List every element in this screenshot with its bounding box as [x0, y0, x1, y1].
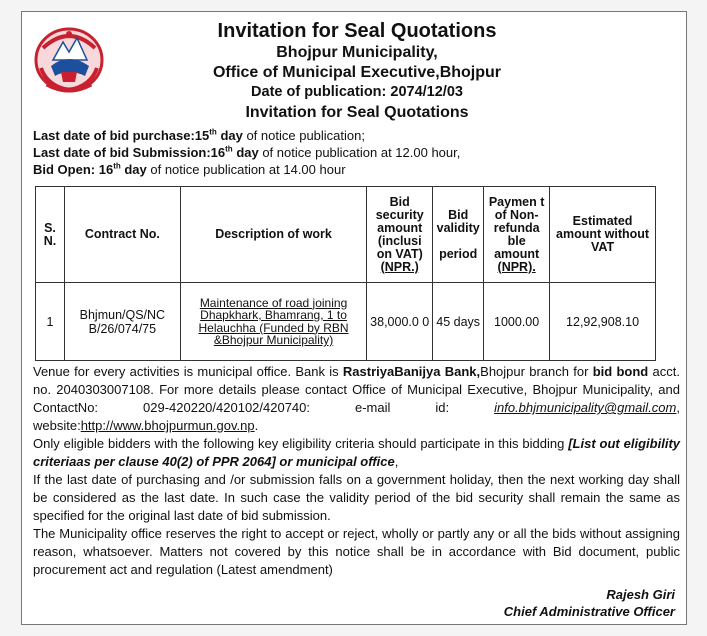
bid-purchase-line [33, 127, 683, 144]
bid-open-line [33, 161, 683, 178]
col-security-header [367, 187, 433, 283]
venue-paragraph [33, 363, 680, 435]
cell-security: 38,000.0 0 [367, 283, 433, 361]
eligibility-criteria: [List out eligibility criteriaas per clause 40(2) of PPR 2064] [33, 436, 681, 469]
bid-purchase-day: day [216, 128, 243, 143]
notice-header [112, 20, 602, 123]
payment-header-unit: (NPR). [497, 259, 536, 274]
bid-submission-day: day [232, 145, 259, 160]
eligibility-office: or municipal office [275, 454, 395, 469]
table-header-row [36, 187, 656, 283]
venue-text-c: acct. no. 2040303007108. For more details please contact Office of Municipal Executive, Bhojpur Municipality, and ContactNo: 029-420220/420102/420740: e-mail id: [33, 364, 680, 415]
bid-submission-sup: th [225, 144, 233, 154]
organization-name: Bhojpur Municipality, [276, 44, 438, 61]
cell-payment: 1000.00 [484, 283, 550, 361]
col-sn-header: S. N. [36, 187, 65, 283]
publication-date: Date of publication: 2074/12/03 [251, 84, 463, 100]
security-header-text: Bid security amount (inclusi on VAT) [375, 194, 424, 261]
bid-open-mid: : 16 [90, 162, 114, 177]
nepal-emblem-icon [33, 26, 105, 96]
signature-block [504, 586, 675, 620]
col-description-header: Description of work [180, 187, 366, 283]
cell-estimated: 12,92,908.10 [550, 283, 656, 361]
venue-text-a: Venue for every activities is municipal office. Bank is [33, 364, 343, 379]
col-estimated-header: Estimated amount without VAT [550, 187, 656, 283]
notice-subtitle: Invitation for Seal Quotations [245, 104, 469, 121]
bid-open-sup: th [113, 161, 121, 171]
col-validity-header [433, 187, 484, 283]
security-header-unit: (NPR.) [380, 259, 419, 274]
validity-header-text: Bid validity [436, 207, 480, 235]
bid-purchase-label: Last date of bid purchase:15 [33, 128, 210, 143]
table-row [36, 283, 656, 361]
venue-text-b: Bhojpur branch for [480, 364, 593, 379]
notice-body [33, 363, 680, 579]
col-payment-header [484, 187, 550, 283]
cell-sn: 1 [36, 283, 65, 361]
office-name: Office of Municipal Executive,Bhojpur [212, 64, 502, 81]
validity-header-period: period [439, 246, 478, 261]
website-link[interactable]: http://www.bhojpurmun.gov.np [80, 418, 255, 433]
venue-text-d: , website: [33, 400, 680, 433]
eligibility-text-c: , [394, 454, 399, 469]
notice-title: Invitation for Seal Quotations [217, 20, 497, 42]
bid-purchase-sup: th [209, 127, 217, 137]
bid-submission-label: Last date of bid Submission:16 [33, 145, 226, 160]
bid-submission-rest: of notice publication at 12.00 hour, [258, 145, 461, 160]
signatory-title: Chief Administrative Officer [503, 604, 675, 619]
col-contract-header: Contract No. [64, 187, 180, 283]
bid-open-rest: of notice publication at 14.00 hour [146, 162, 346, 177]
bid-table [35, 186, 656, 361]
emblem-graphic [33, 26, 105, 96]
bid-open-day: day [120, 162, 147, 177]
cell-validity: 45 days [433, 283, 484, 361]
notice-page [21, 11, 687, 625]
signatory-name: Rajesh Giri [606, 587, 675, 602]
bid-open-label: Bid Open [33, 162, 91, 177]
rights-paragraph: The Municipality office reserves the right to accept or reject, wholly or partly any or all the bids without assigning reason, whatsoever. Matters not covered by this notice shall be in accordance with Bid document, public procurement act and regulation (Latest amendment) [33, 526, 680, 577]
bank-name: RastriyaBanijya Bank, [342, 364, 481, 379]
venue-text-e: . [254, 418, 259, 433]
bid-dates [33, 127, 683, 178]
bid-purchase-rest: of notice publication; [242, 128, 365, 143]
cell-description: Maintenance of road joining Dhapkhark, Bhamrang, 1 to Helauchha (Funded by RBN &Bhojpur Municipality) [180, 283, 366, 361]
bid-bond-text: bid bond [592, 364, 649, 379]
eligibility-paragraph [33, 435, 680, 471]
email-link[interactable]: info.bhjmunicipality@gmail.com [494, 400, 677, 415]
holiday-paragraph: If the last date of purchasing and /or submission falls on a government holiday, then the next working day shall be considered as the last date. In such case the validity period of the bid security shall remain the same as specified for the original last date of bid submission. [33, 472, 680, 523]
bid-submission-line [33, 144, 683, 161]
cell-contract: Bhjmun/QS/NC B/26/074/75 [64, 283, 180, 361]
payment-header-text: Paymen t of Non-refunda ble amount [488, 194, 545, 261]
eligibility-text-a: Only eligible bidders with the following key eligibility criteria should participate in this bidding [33, 436, 569, 451]
